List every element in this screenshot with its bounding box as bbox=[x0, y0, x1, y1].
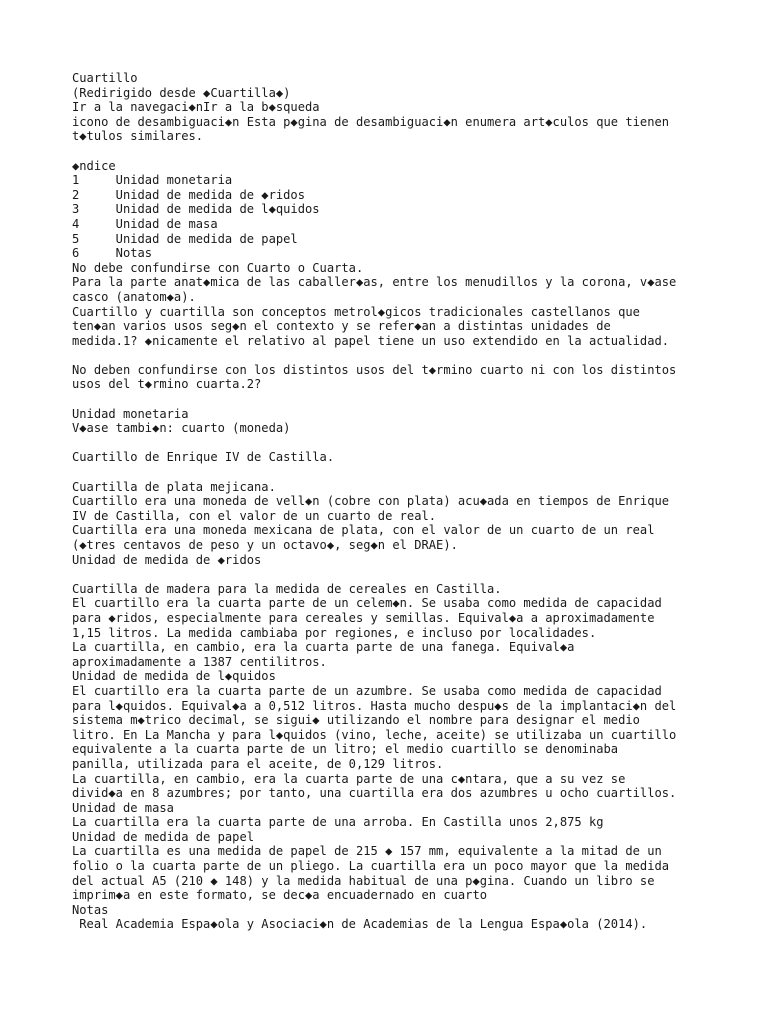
text-line: La cuartilla, en cambio, era la cuarta parte de una fanega. Equival◆a bbox=[72, 640, 575, 655]
text-line: sistema m◆trico decimal, se sigui◆ utilizando el nombre para designar el medio bbox=[72, 713, 640, 728]
text-line: Cuartillo bbox=[72, 71, 138, 85]
text-line: Cuartillo era una moneda de vell◆n (cobre con plata) acu◆ada en tiempos de Enrique bbox=[72, 494, 670, 509]
text-line: (◆tres centavos de peso y un octavo◆, seg◆n el DRAE). bbox=[72, 538, 458, 552]
text-line: La cuartilla, en cambio, era la cuarta parte de una c◆ntara, que a su vez se bbox=[72, 771, 626, 786]
text-line: equivalente a la cuarta parte de un litro; el medio cuartillo se denominaba bbox=[72, 742, 619, 757]
text-line: 6 Notas bbox=[72, 246, 153, 261]
text-line: La cuartilla es una medida de papel de 215 ◆ 157 mm, equivalente a la mitad de un bbox=[72, 844, 662, 859]
text-line: Real Academia Espa◆ola y Asociaci◆n de Academias de la Lengua Espa◆ola (2014). bbox=[72, 917, 648, 932]
text-line: Cuartillo de Enrique IV de Castilla. bbox=[72, 450, 335, 465]
text-line: para l◆quidos. Equival◆a a 0,512 litros. Hasta mucho despu◆s de la implantaci◆n del bbox=[72, 698, 677, 713]
text-line: 1,15 litros. La medida cambiaba por regiones, e incluso por localidades. bbox=[72, 625, 597, 640]
text-line: medida.1? ◆nicamente el relativo al papel tiene un uso extendido en la actualidad. bbox=[72, 333, 670, 348]
text-line: La cuartilla era la cuarta parte de una arroba. En Castilla unos 2,875 kg bbox=[72, 815, 604, 830]
text-line: IV de Castilla, con el valor de un cuarto de real. bbox=[72, 508, 437, 523]
text-line: V◆ase tambi◆n: cuarto (moneda) bbox=[72, 421, 291, 436]
text-line: 4 Unidad de masa bbox=[72, 216, 218, 231]
text-line: icono de desambiguaci◆n Esta p◆gina de desambiguaci◆n enumera art◆culos que tienen bbox=[72, 114, 670, 129]
text-line: t◆tulos similares. bbox=[72, 129, 204, 144]
text-line: imprim◆a en este formato, se dec◆a encuadernado en cuarto bbox=[72, 888, 488, 903]
text-line: (Redirigido desde ◆Cuartilla◆) bbox=[72, 85, 291, 100]
text-line: 3 Unidad de medida de l◆quidos bbox=[72, 202, 320, 217]
text-line: ten◆an varios usos seg◆n el contexto y se refer◆an a distintas unidades de bbox=[72, 319, 611, 334]
blank-line bbox=[72, 348, 762, 363]
text-line: 5 Unidad de medida de papel bbox=[72, 231, 298, 246]
blank-line bbox=[72, 144, 762, 159]
blank-line bbox=[72, 567, 762, 582]
blank-line bbox=[72, 465, 762, 480]
text-line: No deben confundirse con los distintos usos del t◆rmino cuarto ni con los distintos bbox=[72, 362, 677, 377]
text-line: Unidad de masa bbox=[72, 800, 174, 815]
text-line: Cuartillo y cuartilla son conceptos metrol◆gicos tradicionales castellanos que bbox=[72, 304, 640, 319]
text-line: aproximadamente a 1387 centilitros. bbox=[72, 654, 327, 669]
text-line: 2 Unidad de medida de ◆ridos bbox=[72, 187, 305, 202]
text-line: Unidad de medida de papel bbox=[72, 829, 255, 844]
text-line: Unidad monetaria bbox=[72, 406, 189, 421]
blank-line bbox=[72, 392, 762, 407]
text-line: panilla, utilizada para el aceite, de 0,129 litros. bbox=[72, 756, 444, 771]
text-line: Cuartilla de plata mejicana. bbox=[72, 479, 276, 494]
text-line: casco (anatom◆a). bbox=[72, 289, 196, 304]
document-body bbox=[72, 71, 762, 932]
text-line: Cuartilla de madera para la medida de cereales en Castilla. bbox=[72, 581, 502, 596]
text-line: Unidad de medida de ◆ridos bbox=[72, 552, 262, 567]
text-line: 1 Unidad monetaria bbox=[72, 173, 233, 188]
text-line: folio o la cuarta parte de un pliego. La cuartilla era un poco mayor que la medida bbox=[72, 859, 670, 874]
text-line: Ir a la navegaci◆nIr a la b◆squeda bbox=[72, 100, 320, 115]
text-line: El cuartillo era la cuarta parte de un azumbre. Se usaba como medida de capacidad bbox=[72, 683, 662, 698]
text-line: El cuartillo era la cuarta parte de un celem◆n. Se usaba como medida de capacidad bbox=[72, 596, 662, 611]
text-line: Notas bbox=[72, 902, 109, 917]
text-line: divid◆a en 8 azumbres; por tanto, una cuartilla era dos azumbres u ocho cuartillos. bbox=[72, 786, 677, 801]
text-line: Para la parte anat◆mica de las caballer◆as, entre los menudillos y la corona, v◆ase bbox=[72, 275, 677, 290]
blank-line bbox=[72, 436, 762, 451]
text-line: para ◆ridos, especialmente para cereales y semillas. Equival◆a a aproximadamente bbox=[72, 610, 655, 625]
text-line: Unidad de medida de l◆quidos bbox=[72, 669, 276, 684]
text-line: ◆ndice bbox=[72, 158, 116, 173]
text-line: litro. En La Mancha y para l◆quidos (vino, leche, aceite) se utilizaba un cuartillo bbox=[72, 727, 677, 742]
text-line: usos del t◆rmino cuarta.2? bbox=[72, 377, 262, 392]
text-line: del actual A5 (210 ◆ 148) y la medida habitual de una p◆gina. Cuando un libro se bbox=[72, 873, 655, 888]
text-line: Cuartilla era una moneda mexicana de plata, con el valor de un cuarto de un real bbox=[72, 523, 655, 538]
text-line: No debe confundirse con Cuarto o Cuarta. bbox=[72, 260, 364, 275]
